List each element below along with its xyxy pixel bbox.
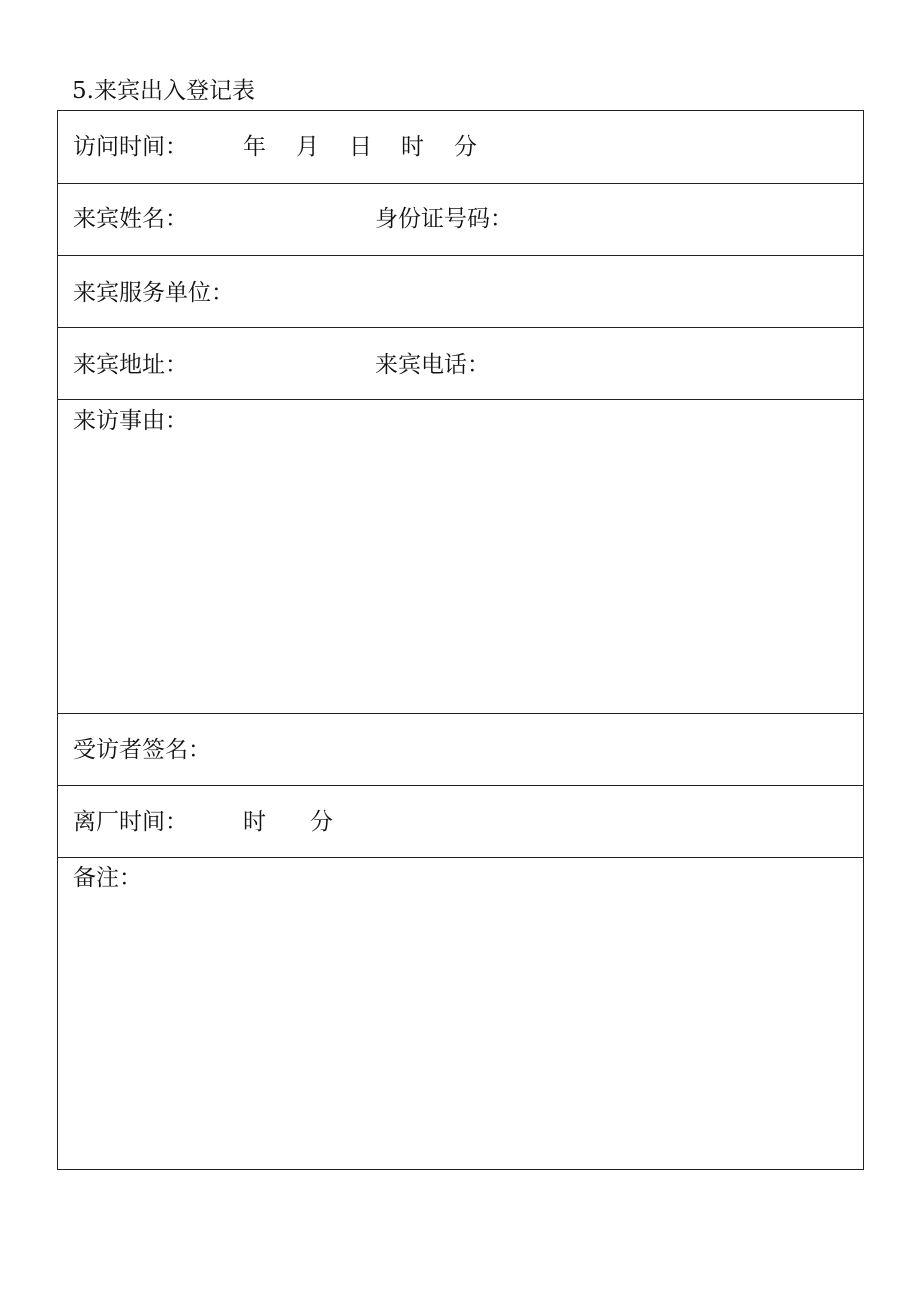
visit-month-unit: 月 <box>296 134 319 160</box>
leave-time-label: 离厂时间： <box>73 809 188 835</box>
id-number-label: 身份证号码： <box>375 206 513 232</box>
visit-time-label: 访问时间： <box>73 134 188 160</box>
guest-address-label: 来宾地址： <box>73 352 188 378</box>
remarks-label: 备注： <box>73 865 142 891</box>
guest-phone-label: 来宾电话： <box>375 352 490 378</box>
visit-time-row <box>58 111 863 184</box>
leave-minute-unit: 分 <box>310 809 333 835</box>
guest-organization-row <box>58 256 863 328</box>
host-signature-label: 受访者签名： <box>73 737 211 763</box>
visit-reason-label: 来访事由： <box>73 408 188 434</box>
visit-reason-row <box>58 400 863 714</box>
host-signature-row <box>58 714 863 786</box>
leave-time-row <box>58 786 863 858</box>
remarks-row <box>58 858 863 1171</box>
guest-name-row <box>58 184 863 256</box>
form-title: 5.来宾出入登记表 <box>72 78 255 104</box>
visit-minute-unit: 分 <box>454 134 477 160</box>
guest-organization-label: 来宾服务单位： <box>73 280 234 306</box>
visit-hour-unit: 时 <box>401 134 424 160</box>
guest-address-row <box>58 328 863 400</box>
leave-hour-unit: 时 <box>243 809 266 835</box>
guest-name-label: 来宾姓名： <box>73 206 188 232</box>
visit-year-unit: 年 <box>243 134 266 160</box>
registration-form-table <box>57 110 864 1170</box>
visit-day-unit: 日 <box>349 134 372 160</box>
